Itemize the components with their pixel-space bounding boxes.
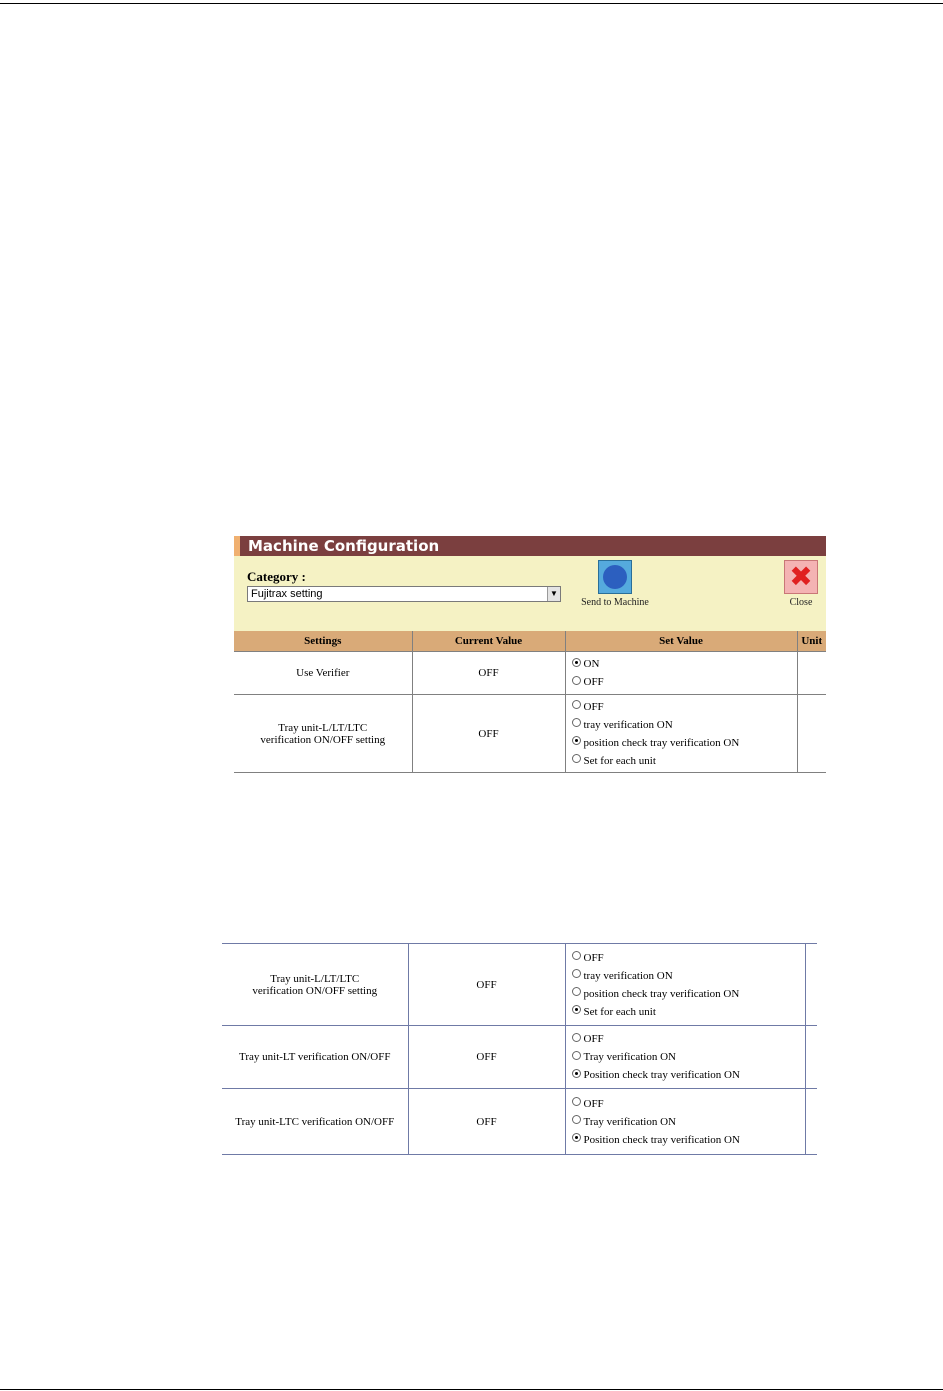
radio-unchecked-icon[interactable]	[572, 700, 581, 709]
set-value-options	[565, 1026, 805, 1089]
category-select-value: Fujitrax setting	[251, 588, 323, 600]
unit-cell	[797, 695, 826, 773]
unit-cell	[805, 1026, 817, 1089]
table-header-row	[234, 631, 826, 652]
close-icon: ✖	[784, 560, 818, 594]
radio-option-position-check[interactable]: Position check tray verification ON	[572, 1131, 805, 1149]
category-select[interactable]	[247, 586, 561, 602]
unit-cell	[805, 944, 817, 1026]
table-row	[222, 1089, 817, 1155]
setting-name: Tray unit-LTC verification ON/OFF	[235, 1115, 395, 1128]
table-row	[222, 944, 817, 1026]
radio-option-tray-verification[interactable]: tray verification ON	[572, 967, 805, 985]
radio-unchecked-icon[interactable]	[572, 1033, 581, 1042]
table-row	[234, 695, 826, 773]
header-current-value: Current Value	[412, 631, 565, 652]
close-label: Close	[789, 597, 813, 608]
radio-option-position-check[interactable]: position check tray verification ON	[572, 985, 805, 1003]
set-value-options	[565, 652, 797, 695]
radio-unchecked-icon[interactable]	[572, 754, 581, 763]
current-value: OFF	[408, 1026, 565, 1089]
radio-unchecked-icon[interactable]	[572, 676, 581, 685]
radio-unchecked-icon[interactable]	[572, 969, 581, 978]
radio-option-position-check[interactable]: position check tray verification ON	[572, 734, 797, 752]
send-icon	[598, 560, 632, 594]
header-set-value: Set Value	[565, 631, 797, 652]
set-value-options	[565, 1089, 805, 1155]
radio-option-off[interactable]: OFF	[572, 949, 805, 967]
radio-unchecked-icon[interactable]	[572, 718, 581, 727]
radio-option-off[interactable]: OFF	[572, 1095, 805, 1113]
table-row	[234, 652, 826, 695]
radio-option-tray-verification[interactable]: Tray verification ON	[572, 1048, 805, 1066]
page-top-rule	[0, 3, 943, 4]
radio-option-each-unit[interactable]: Set for each unit	[572, 752, 797, 770]
settings-table-continued	[222, 943, 817, 1155]
radio-option-tray-verification[interactable]: Tray verification ON	[572, 1113, 805, 1131]
radio-unchecked-icon[interactable]	[572, 1115, 581, 1124]
radio-checked-icon[interactable]	[572, 1133, 581, 1142]
toolbar	[234, 556, 826, 631]
radio-option-tray-verification[interactable]: tray verification ON	[572, 716, 797, 734]
unit-cell	[805, 1089, 817, 1155]
page-bottom-rule	[0, 1389, 943, 1390]
radio-option-off[interactable]: OFF	[572, 1030, 805, 1048]
radio-option-off[interactable]: OFF	[572, 698, 797, 716]
send-to-machine-button[interactable]	[570, 560, 660, 612]
radio-checked-icon[interactable]	[572, 736, 581, 745]
current-value: OFF	[408, 944, 565, 1026]
radio-checked-icon[interactable]	[572, 1069, 581, 1078]
radio-unchecked-icon[interactable]	[572, 951, 581, 960]
set-value-options	[565, 695, 797, 773]
radio-unchecked-icon[interactable]	[572, 987, 581, 996]
set-value-options	[565, 944, 805, 1026]
send-to-machine-label: Send to Machine	[581, 597, 649, 608]
radio-option-on[interactable]: ON	[572, 655, 797, 673]
settings-table-fragment	[222, 943, 817, 1157]
setting-name: Tray unit-LT verification ON/OFF	[222, 1026, 408, 1089]
category-label: Category :	[247, 569, 306, 584]
current-value: OFF	[412, 695, 565, 773]
unit-cell	[797, 652, 826, 695]
radio-checked-icon[interactable]	[572, 658, 581, 667]
radio-option-position-check[interactable]: Position check tray verification ON	[572, 1066, 805, 1084]
radio-checked-icon[interactable]	[572, 1005, 581, 1014]
table-row	[222, 1026, 817, 1089]
close-button[interactable]	[778, 560, 824, 612]
current-value: OFF	[412, 652, 565, 695]
setting-name: Use Verifier	[234, 652, 412, 695]
header-settings: Settings	[234, 631, 412, 652]
machine-configuration-window	[234, 536, 826, 776]
radio-unchecked-icon[interactable]	[572, 1051, 581, 1060]
settings-table	[234, 631, 826, 773]
setting-name: Tray unit-L/LT/LTC verification ON/OFF setting	[234, 695, 412, 773]
radio-unchecked-icon[interactable]	[572, 1097, 581, 1106]
header-unit: Unit	[797, 631, 826, 652]
current-value: OFF	[408, 1089, 565, 1155]
chevron-down-icon[interactable]: ▼	[547, 587, 560, 601]
window-title: Machine Configuration	[234, 536, 826, 556]
radio-option-off[interactable]: OFF	[572, 673, 797, 691]
setting-name: Tray unit-L/LT/LTC verification ON/OFF setting	[222, 944, 408, 1026]
radio-option-each-unit[interactable]: Set for each unit	[572, 1003, 805, 1021]
